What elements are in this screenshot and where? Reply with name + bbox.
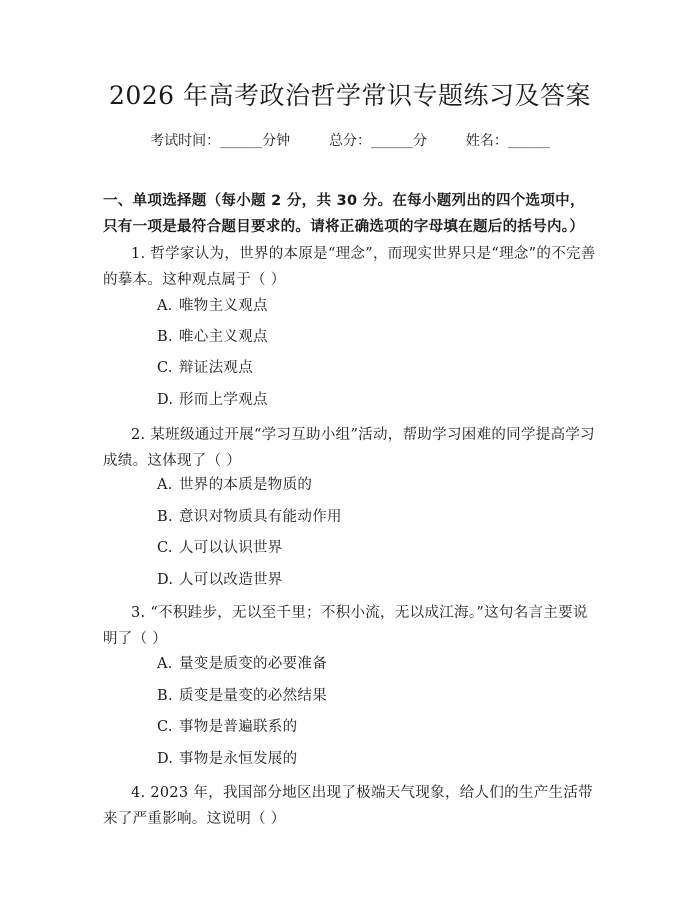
option-letter: C. bbox=[157, 540, 173, 556]
question-1-option-a bbox=[157, 296, 268, 316]
question-2-stem: 2. 某班级通过开展“学习互助小组”活动，帮助学习困难的同学提高学习成绩。这体现了（ ） bbox=[103, 427, 595, 469]
exam-meta bbox=[0, 131, 700, 151]
question-3-stem: 3. “不积跬步，无以至千里；不积小流，无以成江海。”这句名言主要说明了（ ） bbox=[103, 605, 588, 647]
question-4-stem: 4. 2023 年，我国部分地区出现了极端天气现象，给人们的生产生活带来了严重影响。这说明（ ） bbox=[103, 785, 593, 827]
option-letter: B. bbox=[157, 688, 173, 704]
option-text: 事物是永恒发展的 bbox=[179, 751, 298, 767]
option-text: 唯物主义观点 bbox=[179, 298, 268, 314]
option-text: 量变是质变的必要准备 bbox=[179, 656, 327, 672]
section-heading: 一、单项选择题（每小题 2 分，共 30 分。在每小题列出的四个选项中，只有一项是最符合题目要求的。请将正确选项的字母填在题后的括号内。） bbox=[103, 193, 585, 235]
option-text: 唯心主义观点 bbox=[179, 329, 268, 345]
option-text: 人可以认识世界 bbox=[179, 540, 283, 556]
question-2-option-b bbox=[157, 507, 342, 527]
option-text: 辩证法观点 bbox=[179, 360, 253, 376]
option-text: 质变是量变的必然结果 bbox=[179, 688, 327, 704]
question-2-option-a bbox=[157, 475, 312, 495]
question-3-option-b bbox=[157, 686, 327, 706]
question-1-option-d bbox=[157, 390, 268, 410]
exam-time-field: 考试时间：______分钟 bbox=[150, 133, 291, 149]
option-letter: C. bbox=[157, 719, 173, 735]
question-1-option-c bbox=[157, 358, 253, 378]
option-letter: B. bbox=[157, 509, 173, 525]
option-text: 人可以改造世界 bbox=[179, 572, 283, 588]
option-letter: D. bbox=[157, 392, 174, 408]
option-text: 事物是普遍联系的 bbox=[179, 719, 298, 735]
question-3-option-d bbox=[157, 749, 297, 769]
option-letter: C. bbox=[157, 360, 173, 376]
question-1-option-b bbox=[157, 327, 268, 347]
option-text: 形而上学观点 bbox=[179, 392, 268, 408]
question-1-stem: 1. 哲学家认为，世界的本原是“理念”，而现实世界只是“理念”的不完善的摹本。这种观点属于（ ） bbox=[103, 246, 596, 288]
option-letter: D. bbox=[157, 751, 174, 767]
option-letter: A. bbox=[157, 477, 173, 493]
option-letter: D. bbox=[157, 572, 174, 588]
option-letter: A. bbox=[157, 298, 173, 314]
page-title: 2026 年高考政治哲学常识专题练习及答案 bbox=[108, 81, 592, 110]
option-letter: B. bbox=[157, 329, 173, 345]
option-text: 意识对物质具有能动作用 bbox=[179, 509, 342, 525]
total-score-field: 总分：______分 bbox=[329, 133, 427, 149]
question-3-option-c bbox=[157, 717, 297, 737]
question-2-option-d bbox=[157, 570, 283, 590]
option-letter: A. bbox=[157, 656, 173, 672]
question-2-option-c bbox=[157, 538, 283, 558]
name-field: 姓名：______ bbox=[465, 133, 550, 149]
question-3-option-a bbox=[157, 654, 327, 674]
option-text: 世界的本质是物质的 bbox=[179, 477, 313, 493]
